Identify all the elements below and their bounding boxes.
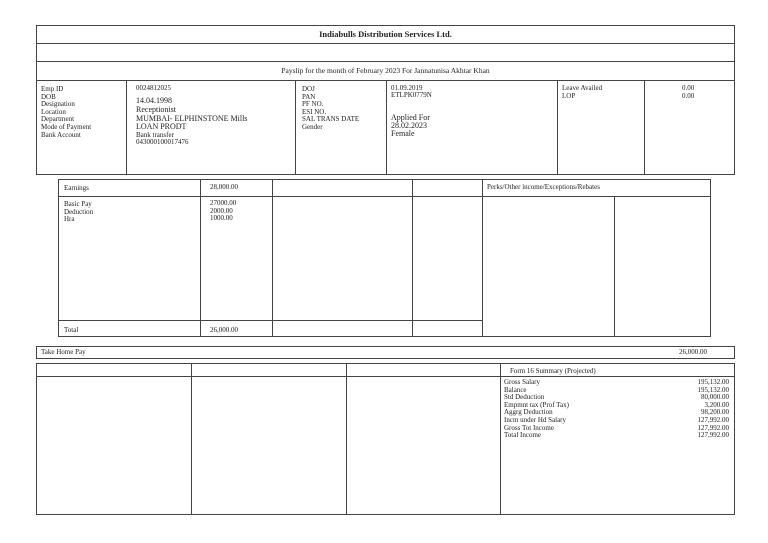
divider xyxy=(58,320,482,321)
earning-item-deduction: Deduction xyxy=(64,207,94,216)
earnings-total-label: Total xyxy=(64,326,79,334)
divider xyxy=(557,80,558,175)
earnings-total-amount: 26,000.00 xyxy=(210,326,238,334)
label-bank-account: Bank Account xyxy=(41,130,81,139)
form16-label-prof-tax: Empmnt tax (Prof Tax) xyxy=(504,400,569,409)
label-pan: PAN xyxy=(302,92,316,101)
form16-label-std-deduction: Std Deduction xyxy=(504,393,545,402)
label-mode-of-payment: Mode of Payment xyxy=(41,122,92,131)
label-location: Location xyxy=(41,107,66,116)
earnings-amounts xyxy=(210,200,236,223)
divider xyxy=(500,363,501,515)
earning-item-basic-pay: Basic Pay xyxy=(64,200,92,208)
value-doj: 01.09.2019 xyxy=(391,84,423,92)
form16-label-balance: Balance xyxy=(504,385,527,394)
earnings-header-label: Earnings xyxy=(64,184,89,192)
divider xyxy=(295,80,296,175)
earning-amount-basic-pay: 27000.00 xyxy=(210,199,237,207)
divider xyxy=(36,43,735,44)
form16-value-gross-salary: 195,132.00 xyxy=(697,378,729,386)
form16-label-gross-tot-income: Gross Tot Income xyxy=(504,423,554,432)
earning-item-hra: Hra xyxy=(64,215,75,224)
form16-title: Form 16 Summary (Projected) xyxy=(510,367,596,375)
form16-value-aggrg-deduction: 98,200.00 xyxy=(701,408,729,417)
value-gender: Female xyxy=(391,129,415,138)
employee-labels-mid xyxy=(302,86,359,132)
earning-amount-hra: 1000.00 xyxy=(210,214,233,223)
divider xyxy=(36,376,735,377)
label-designation: Designation xyxy=(41,100,75,109)
value-designation: Receptionist xyxy=(136,105,176,114)
divider xyxy=(482,179,483,337)
form16-label-gross-salary: Gross Salary xyxy=(504,378,540,386)
divider xyxy=(346,363,347,515)
divider xyxy=(36,61,735,62)
divider xyxy=(644,80,645,175)
label-sal-trans-date: SAL TRANS DATE xyxy=(302,115,360,124)
take-home-label: Take Home Pay xyxy=(41,348,86,356)
value-dob: 14.04.1998 xyxy=(136,96,172,105)
perks-header: Perks/Other income/Exceptions/Rebates xyxy=(487,183,600,191)
form16-label-incm-under-hd-salary: Incm under Hd Salary xyxy=(504,415,567,424)
divider xyxy=(200,179,201,337)
label-department: Department xyxy=(41,115,75,124)
employee-labels-left xyxy=(41,86,91,139)
earnings-header-amount: 28,000.00 xyxy=(210,183,238,191)
divider xyxy=(412,179,413,337)
form16-table xyxy=(36,363,735,515)
form16-value-std-deduction: 80,000.00 xyxy=(701,393,729,402)
value-esi-no: Applied For xyxy=(391,113,430,122)
label-leave-availed: Leave Availed xyxy=(562,84,603,92)
earnings-items xyxy=(64,201,93,224)
value-emp-id: 0024812025 xyxy=(136,84,171,92)
value-leave-availed: 0.00 xyxy=(682,84,695,92)
value-location: MUMBAI- ELPHINSTONE Mills xyxy=(136,114,248,123)
label-emp-id: Emp ID xyxy=(41,85,64,93)
value-mode-of-payment: Bank transfer xyxy=(136,131,174,139)
form16-labels xyxy=(504,379,569,440)
divider xyxy=(386,80,387,175)
label-dob: DOB xyxy=(41,92,56,101)
value-pan: ETLPK0779N xyxy=(391,91,432,99)
label-doj: DOJ xyxy=(302,85,315,93)
form16-values xyxy=(640,379,729,440)
company-name: Indiabulls Distribution Services Ltd. xyxy=(319,29,452,39)
form16-value-gross-tot-income: 127,992.00 xyxy=(697,423,729,432)
form16-value-total-income: 127,992.00 xyxy=(697,431,729,440)
divider xyxy=(272,179,273,337)
value-lop: 0.00 xyxy=(682,92,695,100)
value-department: LOAN PRODT xyxy=(136,122,187,131)
form16-label-aggrg-deduction: Aggrg Deduction xyxy=(504,408,553,417)
value-bank-account: 043000100017476 xyxy=(136,138,189,146)
earning-amount-deduction: 2000.00 xyxy=(210,206,233,215)
form16-value-incm-under-hd-salary: 127,992.00 xyxy=(697,415,729,424)
form16-value-prof-tax: 3,200.00 xyxy=(704,400,729,409)
divider xyxy=(126,80,127,175)
take-home-amount: 26,000.00 xyxy=(679,348,707,356)
label-lop: LOP xyxy=(562,92,576,100)
form16-value-balance: 195,132.00 xyxy=(697,385,729,394)
label-gender: Gender xyxy=(302,122,323,131)
value-sal-trans-date: 28.02.2023 xyxy=(391,121,427,130)
label-esi-no: ESI NO. xyxy=(302,107,327,116)
payslip-title: Payslip for the month of February 2023 For Jannatunisa Akhtar Khan xyxy=(281,66,490,75)
divider xyxy=(191,363,192,515)
label-pf-no: PF NO. xyxy=(302,100,324,109)
form16-label-total-income: Total Income xyxy=(504,431,542,440)
divider xyxy=(614,196,615,337)
